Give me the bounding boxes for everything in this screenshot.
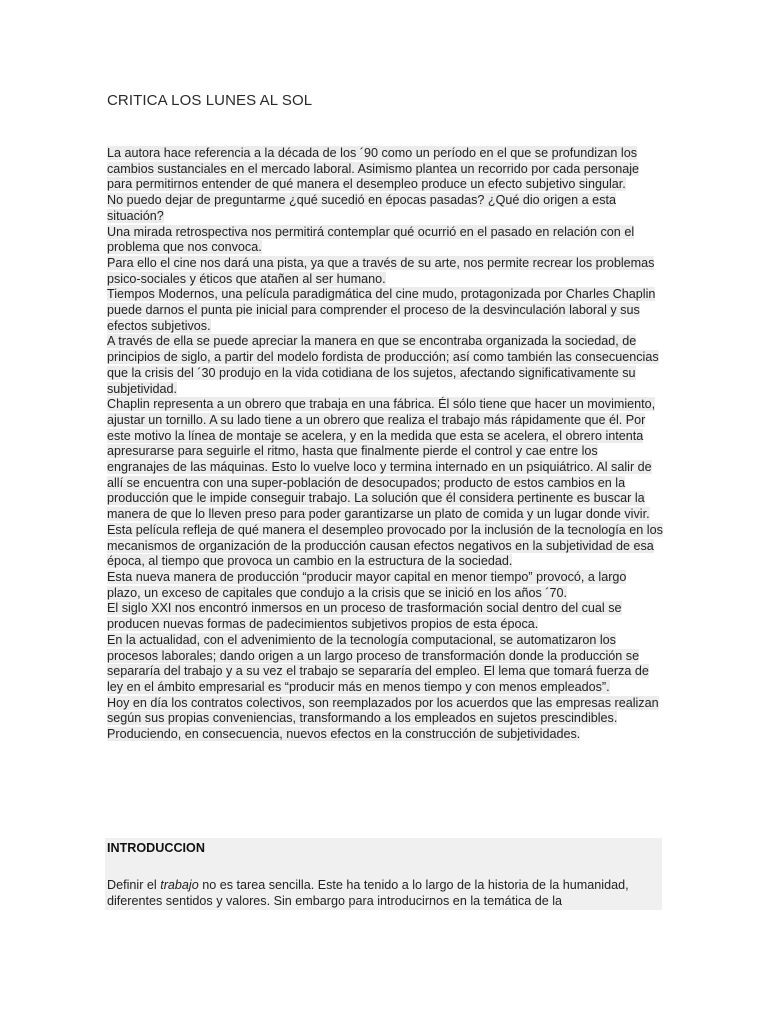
introduction-section [105,838,662,910]
document-title: CRITICA LOS LUNES AL SOL [107,92,313,109]
paragraph: No puedo dejar de preguntarme ¿qué sucedió en épocas pasadas? ¿Qué dio origen a esta situación? [107,193,616,223]
emphasized-word: trabajo [160,878,199,892]
paragraph: El siglo XXI nos encontró inmersos en un proceso de trasformación social dentro del cual se producen nuevas formas de padecimientos subjetivos propios de esta época. [107,601,622,632]
paragraph: Tiempos Modernos, una película paradigmática del cine mudo, protagonizada por Charles Chaplin puede darnos el punta pie inicial para comprender el proceso de la desvinculación laboral y sus efectos subjetivos. [107,287,656,333]
paragraph: Chaplin representa a un obrero que trabaja en una fábrica. Él sólo tiene que hacer un movimiento, ajustar un tornillo. A su lado tiene a un obrero que realiza el trabajo más rápidamente que él. Por este motivo la línea de montaje se acelera, y en la medida que esta se acelera, el obrero intenta apresurarse para seguirle el ritmo, hasta que finalmente pierde el control y cae entre los engranajes de las máquinas. Esto lo vuelve loco y termina internado en un psiquiátrico. Al salir de allí se encuentra con una super-población de desocupados; producto de estos cambios en la producción que le impide conseguir trabajo. La solución que él considera pertinente es buscar la manera de que lo lleven preso para poder garantizarse un plato de comida y un lugar donde vivir. [107,397,656,522]
paragraph: Esta nueva manera de producción “producir mayor capital en menor tiempo” provocó, a largo plazo, un exceso de capitales que condujo a la crisis que se inició en los años ´70. [107,569,627,600]
introduction-text: Definir el trabajo no es tarea sencilla. Este ha tenido a lo largo de la historia de la humanidad, diferentes sentidos y valores. Sin embargo para introducirnos en la temática de la [107,878,629,908]
paragraph: Hoy en día los contratos colectivos, son reemplazados por los acuerdos que las empresas realizan según sus propias conveniencias, transformando a los empleados en sujetos prescindibles. Produciendo, en consecuencia, nuevos efectos en la construcción de subjetividades. [107,695,659,742]
paragraph: Para ello el cine nos dará una pista, ya que a través de su arte, nos permite recrear los problemas psico-sociales y éticos que atañen al ser humano. [107,255,655,286]
paragraph: En la actualidad, con el advenimiento de la tecnología computacional, se automatizaron los procesos laborales; dando origen a un largo proceso de transformación donde la producción se separaría del trabajo y a su vez el trabajo se separaría del empleo. El lema que tomará fuerza de ley en el ámbito empresarial es “producir más en menos tiempo y con menos empleados”. [107,632,649,694]
paragraph: Una mirada retrospectiva nos permitirá contemplar qué ocurrió en el pasado en relación con el problema que nos convoca. [107,224,635,255]
paragraph: La autora hace referencia a la década de los ´90 como un período en el que se profundizan los cambios sustanciales en el mercado laboral. Asimismo plantea un recorrido por cada personaje para permitirnos entender de qué manera el desempleo produce un efecto subjetivo singular. [107,146,640,192]
paragraph: Esta película refleja de qué manera el desempleo provocado por la inclusión de la tecnología en los mecanismos de organización de la producción causan efectos negativos en la subjetividad de esa época, al tiempo que provoca un cambio en la estructura de la sociedad. [107,522,663,569]
paragraph: A través de ella se puede apreciar la manera en que se encontraba organizada la sociedad, de principios de siglo, a partir del modelo fordista de producción; así como también las consecuencias que la crisis del ´30 produjo en la vida cotidiana de los sujetos, afectando significativamente su subjetividad. [107,334,659,396]
document-body [107,146,663,743]
introduction-heading: INTRODUCCION [107,841,205,855]
